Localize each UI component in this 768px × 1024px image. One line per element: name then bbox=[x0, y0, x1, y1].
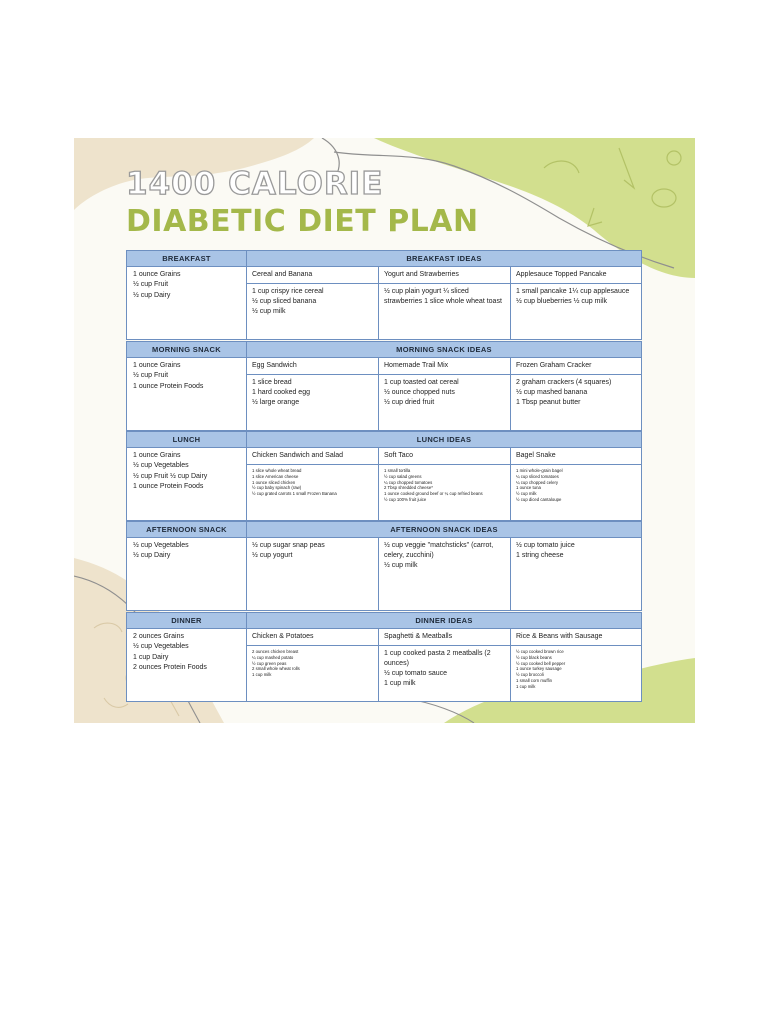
idea-name: Yogurt and Strawberries bbox=[379, 267, 511, 284]
serving-line: 1 ounce Grains bbox=[133, 271, 181, 278]
idea-item: 1 Tbsp peanut butter bbox=[516, 399, 581, 406]
serving-line: ½ cup Fruit bbox=[133, 372, 169, 380]
idea-item: 2 small whole wheat rolls bbox=[252, 666, 300, 672]
serving-line: 1 ounce Grains bbox=[133, 362, 181, 369]
serving-line: 1 cup Dairy bbox=[133, 653, 169, 661]
idea-name: Applesauce Topped Pancake bbox=[511, 267, 641, 284]
idea-item: ½ cup tomato juice bbox=[516, 542, 575, 549]
serving-line: 1 ounce Protein Foods bbox=[133, 382, 204, 390]
idea-item: ½ cup tomato sauce bbox=[384, 670, 448, 677]
idea-item: 1 ounce sliced chicken bbox=[252, 479, 296, 485]
idea-item: 1 slice bread bbox=[252, 379, 292, 386]
title-plan-name: DIABETIC DIET PLAN bbox=[126, 204, 479, 239]
idea-item: 1 ounce cooked ground beef or ¼ cup refried beans bbox=[384, 491, 483, 497]
idea-item: 1 mini whole-grain bagel bbox=[516, 468, 563, 473]
idea-name: Chicken Sandwich and Salad bbox=[247, 448, 379, 465]
idea-name: Egg Sandwich bbox=[247, 358, 379, 375]
idea-item: ½ cup broccoli bbox=[516, 672, 544, 678]
idea-item: ½ cup salad greens bbox=[384, 473, 422, 479]
idea-name: Soft Taco bbox=[379, 448, 511, 465]
serving-line: ½ cup Fruit ½ cup Dairy bbox=[133, 472, 208, 480]
idea-item: ½ cup black beans bbox=[516, 654, 552, 660]
idea-item: 2 graham crackers (4 squares) bbox=[516, 379, 612, 386]
idea-details bbox=[511, 646, 641, 701]
idea-item: 1 small pancake 1¼ cup applesauce ½ cup blueberries ½ cup milk bbox=[516, 288, 630, 305]
diet-plan-sheet bbox=[74, 138, 695, 723]
idea-details bbox=[247, 538, 379, 610]
meal-table bbox=[126, 521, 642, 611]
idea-item: ½ cup veggie "matchsticks" (carrot, celery, zucchini) bbox=[384, 542, 494, 559]
servings-cell bbox=[127, 267, 247, 339]
idea-item: ¼ cup chopped tomatoes bbox=[384, 479, 433, 485]
servings-cell bbox=[127, 448, 247, 520]
ideas-header: LUNCH IDEAS bbox=[247, 432, 641, 448]
idea-item: ½ large orange bbox=[252, 399, 300, 406]
meal-table bbox=[126, 250, 642, 340]
idea-item: 1 ounce tuna bbox=[516, 485, 541, 491]
idea-item: 1 string cheese bbox=[516, 552, 564, 559]
idea-item: ¼ cup sliced tomatoes bbox=[516, 473, 559, 479]
meal-header: LUNCH bbox=[127, 432, 247, 448]
idea-item: ½ cup 100% fruit juice bbox=[384, 496, 427, 502]
idea-details bbox=[511, 538, 641, 610]
idea-item: 1 cup toasted oat cereal bbox=[384, 379, 459, 386]
servings-cell bbox=[127, 358, 247, 430]
meal-header: BREAKFAST bbox=[127, 251, 247, 267]
idea-item: ½ cup diced cantaloupe bbox=[516, 496, 562, 502]
idea-name: Frozen Graham Cracker bbox=[511, 358, 641, 375]
idea-details bbox=[511, 375, 641, 430]
serving-line: ½ cup Vegetables bbox=[133, 462, 189, 470]
idea-item: ½ cup milk bbox=[252, 308, 286, 315]
idea-details bbox=[379, 646, 511, 701]
serving-line: 1 ounce Grains bbox=[133, 452, 181, 459]
idea-item: 1 ounce turkey sausage bbox=[516, 666, 562, 672]
idea-item: ½ cup sugar snap peas bbox=[252, 542, 325, 549]
serving-line: ½ cup Dairy bbox=[133, 552, 171, 560]
idea-item: ½ cup grated carrots 1 small Frozen Banana bbox=[252, 491, 337, 497]
idea-item: 1 hard cooked egg bbox=[252, 389, 310, 396]
idea-name: Spaghetti & Meatballs bbox=[379, 629, 511, 646]
serving-line: ½ cup Dairy bbox=[133, 291, 171, 299]
idea-item: 1 cup cooked pasta 2 meatballs (2 ounces) bbox=[384, 650, 491, 667]
ideas-header: DINNER IDEAS bbox=[247, 613, 641, 629]
idea-details bbox=[511, 284, 641, 339]
serving-line: ½ cup Fruit bbox=[133, 281, 169, 289]
idea-item: ¼ cup mashed potato bbox=[252, 654, 294, 660]
idea-item: ½ cup milk bbox=[516, 491, 537, 497]
ideas-header: AFTERNOON SNACK IDEAS bbox=[247, 522, 641, 538]
idea-item: ½ cup plain yogurt ¼ sliced strawberries 1 slice whole wheat toast bbox=[384, 288, 502, 305]
idea-item: 1 cup milk bbox=[384, 680, 416, 687]
idea-item: ½ cup dried fruit bbox=[384, 399, 435, 406]
meal-header: MORNING SNACK bbox=[127, 342, 247, 358]
idea-item: ½ cup green peas bbox=[252, 660, 287, 666]
idea-item: 1 cup crispy rice cereal bbox=[252, 288, 324, 295]
idea-details bbox=[379, 284, 511, 339]
idea-name: Rice & Beans with Sausage bbox=[511, 629, 641, 646]
idea-item: ½ cup mashed banana bbox=[516, 389, 588, 396]
idea-name: Chicken & Potatoes bbox=[247, 629, 379, 646]
idea-details bbox=[247, 284, 379, 339]
serving-line: 1 ounce Protein Foods bbox=[133, 482, 204, 490]
idea-item: ½ cup sliced banana bbox=[252, 298, 317, 305]
idea-item: 2 Tbsp shredded cheese* bbox=[384, 485, 433, 491]
meal-table bbox=[126, 341, 642, 431]
idea-item: 1 cup milk bbox=[252, 672, 272, 678]
serving-line: ½ cup Vegetables bbox=[133, 542, 189, 549]
meal-table bbox=[126, 431, 642, 521]
idea-item: 1 cup milk bbox=[516, 683, 536, 689]
idea-details bbox=[247, 646, 379, 701]
idea-name: Homemade Trail Mix bbox=[379, 358, 511, 375]
idea-name: Bagel Snake bbox=[511, 448, 641, 465]
serving-line: 2 ounces Grains bbox=[133, 633, 184, 640]
idea-item: 1 slice American cheese bbox=[252, 473, 299, 479]
idea-item: 1 small corn muffin bbox=[516, 677, 552, 683]
title-calories: 1400 CALORIE bbox=[126, 166, 384, 202]
idea-item: ½ cup cooked brown rice bbox=[516, 649, 564, 654]
idea-item: 2 ounces chicken breast bbox=[252, 649, 299, 654]
idea-details bbox=[247, 375, 379, 430]
idea-item: 1 small tortilla bbox=[384, 468, 411, 473]
idea-item: 1 slice whole wheat bread bbox=[252, 468, 302, 473]
idea-item: ½ ounce chopped nuts bbox=[384, 389, 455, 396]
idea-details bbox=[379, 538, 511, 610]
ideas-header: BREAKFAST IDEAS bbox=[247, 251, 641, 267]
idea-name: Cereal and Banana bbox=[247, 267, 379, 284]
servings-cell bbox=[127, 538, 247, 610]
serving-line: ½ cup Vegetables bbox=[133, 643, 189, 651]
idea-details bbox=[379, 465, 511, 520]
idea-details bbox=[379, 375, 511, 430]
idea-item: ¼ cup chopped celery bbox=[516, 479, 559, 485]
meal-header: AFTERNOON SNACK bbox=[127, 522, 247, 538]
idea-item: ½ cup milk bbox=[384, 562, 418, 569]
idea-details bbox=[247, 465, 379, 520]
idea-item: ½ cup cooked bell pepper bbox=[516, 660, 566, 666]
ideas-header: MORNING SNACK IDEAS bbox=[247, 342, 641, 358]
meal-table bbox=[126, 612, 642, 702]
idea-details bbox=[511, 465, 641, 520]
idea-item: ½ cup baby spinach (raw) bbox=[252, 485, 302, 491]
meal-header: DINNER bbox=[127, 613, 247, 629]
idea-item: ½ cup yogurt bbox=[252, 552, 293, 559]
servings-cell bbox=[127, 629, 247, 701]
serving-line: 2 ounces Protein Foods bbox=[133, 663, 207, 671]
